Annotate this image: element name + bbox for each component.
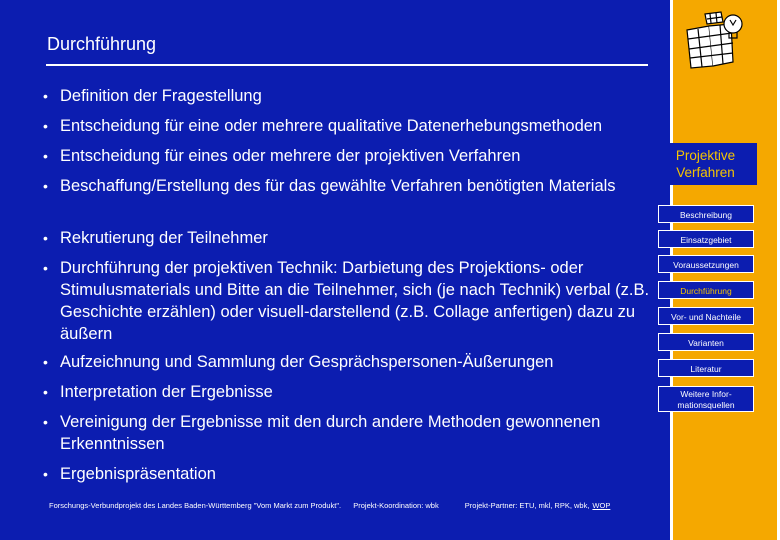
list-item: • Vereinigung der Ergebnisse mit den durch andere Methoden gewonnenen Erkenntnissen: [43, 413, 601, 453]
nav-button-durchfuehrung[interactable]: Durchführung: [658, 281, 754, 299]
bullet-marker: •: [43, 230, 48, 246]
logo-icon: [683, 8, 749, 70]
bullet-marker: •: [43, 118, 48, 134]
nav-button-einsatzgebiet[interactable]: Einsatzgebiet: [658, 230, 754, 248]
bullet-marker: •: [43, 414, 48, 430]
list-item: • Entscheidung für eines oder mehrere der projektiven Verfahren: [43, 147, 521, 165]
nav-button-voraussetzungen[interactable]: Voraussetzungen: [658, 255, 754, 273]
bullet-marker: •: [43, 384, 48, 400]
active-section-label: Projektive Verfahren: [654, 143, 757, 185]
list-item: • Definition der Fragestellung: [43, 87, 262, 105]
nav-button-beschreibung[interactable]: Beschreibung: [658, 205, 754, 223]
nav-button-literatur[interactable]: Literatur: [658, 359, 754, 377]
list-item: • Aufzeichnung und Sammlung der Gesprächspersonen-Äußerungen: [43, 353, 554, 371]
nav-button-varianten[interactable]: Varianten: [658, 333, 754, 351]
title-divider: [46, 64, 648, 66]
page-title: Durchführung: [47, 34, 157, 54]
footer-partner-link[interactable]: WOP: [592, 501, 611, 510]
bullet-marker: •: [43, 178, 48, 194]
list-item: • Rekrutierung der Teilnehmer: [43, 229, 268, 247]
list-item: • Beschaffung/Erstellung des für das gewählte Verfahren benötigten Materials: [43, 177, 616, 195]
bullet-marker: •: [43, 260, 48, 276]
list-item: • Entscheidung für eine oder mehrere qualitative Datenerhebungsmethoden: [43, 117, 603, 135]
bullet-marker: •: [43, 88, 48, 104]
list-item: • Interpretation der Ergebnisse: [43, 383, 273, 401]
footer: [49, 501, 620, 510]
list-item: • Durchführung der projektiven Technik: Darbietung des Projektions- oder Stimulusmaterials und Bitte an die Teilnehmer, sich (je nach Technik) verbal (z.B. Geschichte erzählen) oder visuell-darstellend (z.B. Collage anfertigen) dazu zu äußern: [43, 259, 650, 343]
list-item: • Ergebnispräsentation: [43, 465, 216, 483]
nav-button-vor-und-nachteile[interactable]: Vor- und Nachteile: [658, 307, 754, 325]
footer-coordination: Projekt-Koordination: wbk: [353, 501, 439, 510]
bullet-marker: •: [43, 354, 48, 370]
footer-partners: Projekt-Partner: ETU, mkl, RPK, wbk,: [464, 501, 590, 510]
bullet-marker: •: [43, 466, 48, 482]
nav-button-weitere-informationsquellen[interactable]: Weitere Infor-mationsquellen: [658, 386, 754, 412]
bullet-marker: •: [43, 148, 48, 164]
footer-project: Forschungs-Verbundprojekt des Landes Baden-Württemberg "Vom Markt zum Produkt".: [49, 501, 342, 510]
